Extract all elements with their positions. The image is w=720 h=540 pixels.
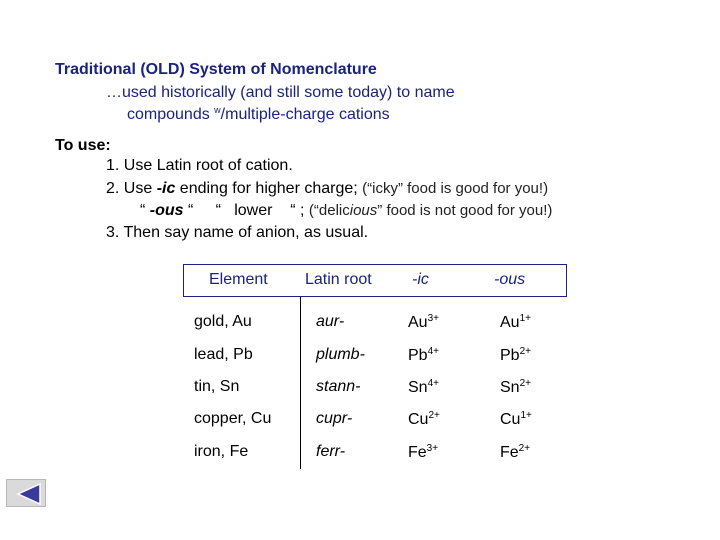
step-2-note: (“icky” food is good for you!) <box>362 180 549 197</box>
cell-latin-root: cupr- <box>316 410 353 427</box>
cell-ous <box>500 313 531 332</box>
ous-charge: 2+ <box>519 346 531 357</box>
instructions-heading: To use: <box>55 137 111 154</box>
ous-charge: 1+ <box>520 410 532 421</box>
step-2b-quote: “ <box>140 202 150 219</box>
cell-ous <box>500 346 531 365</box>
ic-charge: 3+ <box>426 443 439 454</box>
step-3: 3. Then say name of anion, as usual. <box>106 224 369 241</box>
step-2b <box>140 202 552 220</box>
table-row <box>0 346 720 378</box>
cell-ous <box>500 378 531 397</box>
ic-symbol: Pb <box>408 347 428 364</box>
subtitle-line-1: …used historically (and still some today) to name <box>106 84 455 101</box>
cell-ic <box>408 378 439 397</box>
ic-charge: 3+ <box>427 313 439 324</box>
step-2b-note-pre: (“delic <box>308 202 350 219</box>
ic-symbol: Sn <box>408 379 428 396</box>
cell-latin-root: plumb- <box>316 346 365 363</box>
cell-element: gold, Au <box>194 313 252 330</box>
table-header <box>183 264 567 297</box>
ic-charge: 2+ <box>428 410 440 421</box>
ic-symbol: Au <box>408 314 428 331</box>
ic-symbol: Cu <box>408 411 429 428</box>
cell-ic <box>408 346 439 365</box>
triangle-left-icon <box>7 480 47 508</box>
ous-symbol: Au <box>500 314 520 331</box>
cell-ous <box>500 410 532 429</box>
header-element: Element <box>209 271 268 288</box>
cell-element: copper, Cu <box>194 410 272 427</box>
subtitle-line-2-post: /multiple-charge cations <box>220 106 390 123</box>
header-ous: -ous <box>494 271 526 288</box>
step-2 <box>106 180 548 198</box>
step-2b-note-post: ” food is not good for you!) <box>377 202 553 219</box>
cell-latin-root: aur- <box>316 313 345 330</box>
previous-slide-button[interactable] <box>6 479 46 507</box>
ous-charge: 1+ <box>519 313 531 324</box>
cell-element: tin, Sn <box>194 378 240 395</box>
table-row <box>0 313 720 345</box>
ous-charge: 2+ <box>518 443 531 454</box>
ous-symbol: Cu <box>500 411 521 428</box>
cell-ous <box>500 443 530 462</box>
cell-ic <box>408 443 438 462</box>
step-2b-note <box>309 202 552 219</box>
cell-element: lead, Pb <box>194 346 253 363</box>
table-row <box>0 443 720 475</box>
cell-latin-root: stann- <box>316 378 361 395</box>
step-1: 1. Use Latin root of cation. <box>106 157 293 174</box>
step-2b-note-em: ious <box>349 202 378 219</box>
step-2-post: ending for higher charge; <box>175 180 363 197</box>
table-row <box>0 378 720 410</box>
step-2b-mid: “ “ lower “ ; <box>183 202 309 219</box>
ous-symbol: Pb <box>500 347 520 364</box>
ic-charge: 4+ <box>427 378 439 389</box>
cell-ic <box>408 313 439 332</box>
ic-charge: 4+ <box>427 346 439 357</box>
ous-charge: 2+ <box>519 378 531 389</box>
step-2-pre: 2. Use <box>106 180 157 197</box>
header-ic: -ic <box>412 271 429 288</box>
table-row <box>0 410 720 442</box>
cell-ic <box>408 410 440 429</box>
step-2b-suffix: -ous <box>149 202 184 219</box>
header-latin-root: Latin root <box>305 271 372 288</box>
cell-element: iron, Fe <box>194 443 249 460</box>
slide-title: Traditional (OLD) System of Nomenclature <box>55 61 377 78</box>
ic-symbol: Fe <box>408 444 427 461</box>
cell-latin-root: ferr- <box>316 443 346 460</box>
ous-symbol: Fe <box>500 444 519 461</box>
step-2-suffix: -ic <box>156 180 176 197</box>
ous-symbol: Sn <box>500 379 520 396</box>
subtitle-line-2 <box>127 105 390 124</box>
subtitle-line-2-pre: compounds <box>127 106 215 123</box>
subtitle-superscript: w <box>214 105 221 115</box>
